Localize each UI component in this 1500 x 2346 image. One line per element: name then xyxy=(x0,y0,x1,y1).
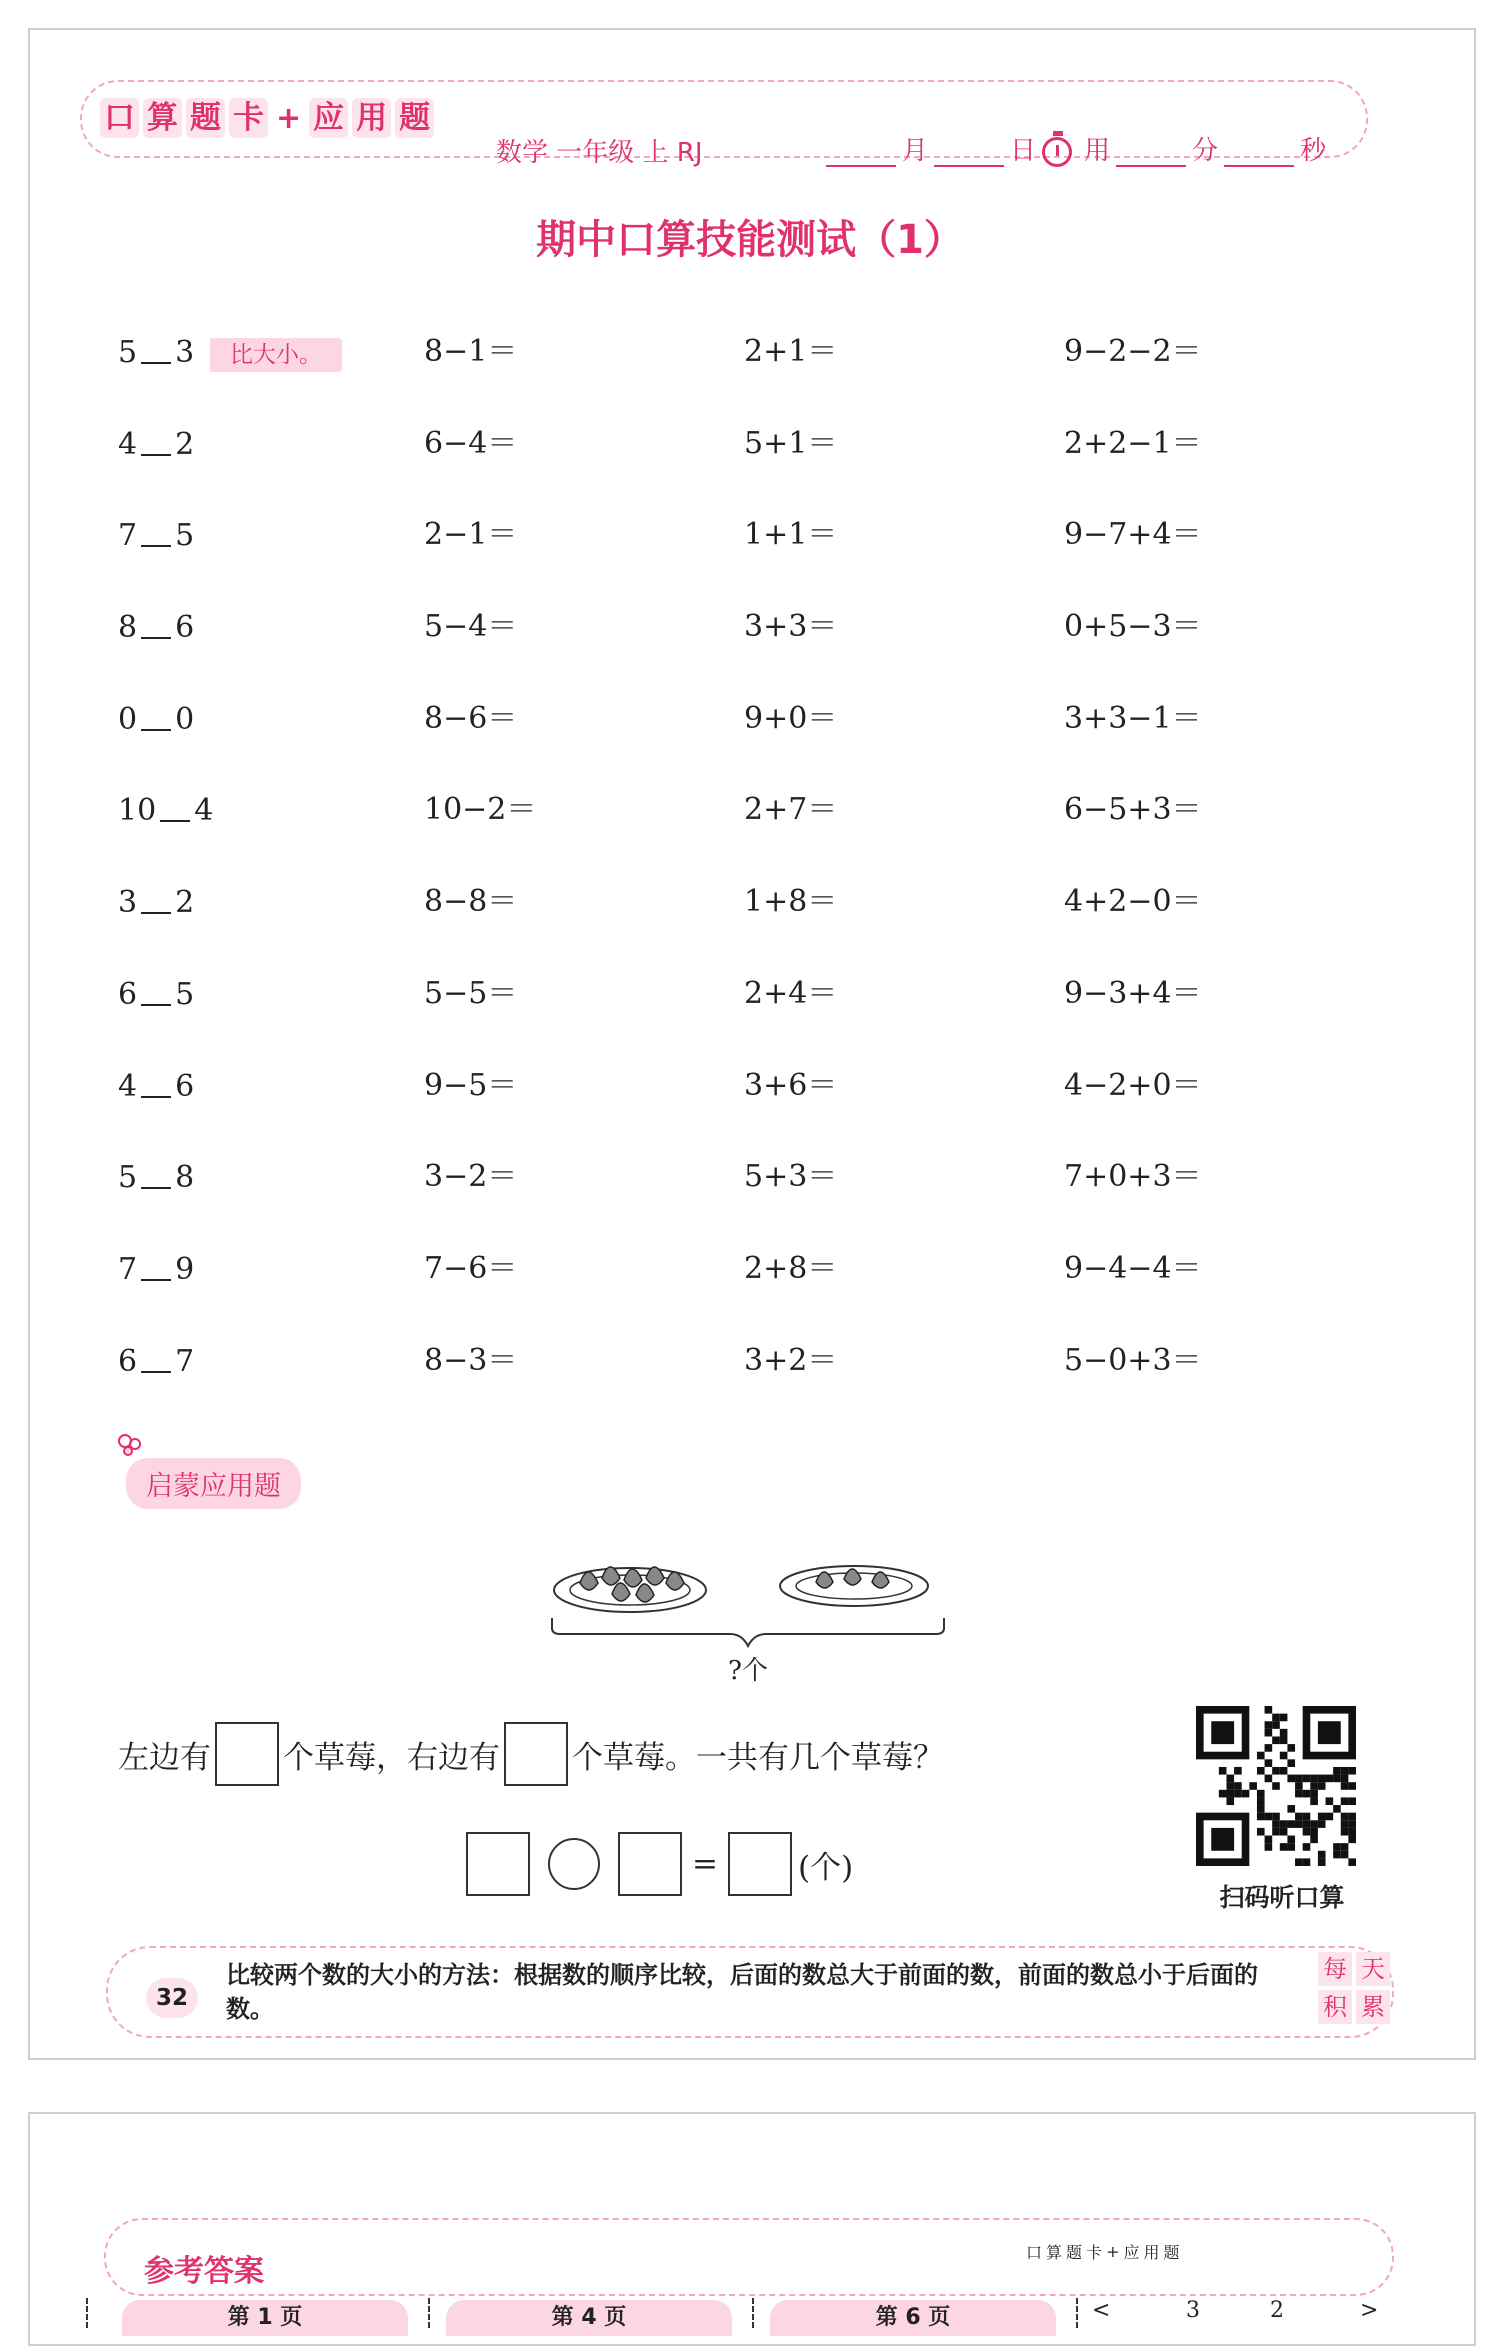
application-tag: 启蒙应用题 xyxy=(126,1458,301,1509)
operand-box-1[interactable] xyxy=(466,1832,530,1896)
brand-char: 题 xyxy=(186,98,225,138)
calc-problem: 5+3＝ xyxy=(744,1159,838,1195)
calc-problem: 9−2−2＝ xyxy=(1064,334,1202,369)
compare-blank[interactable] xyxy=(141,1157,171,1189)
calc-problem: 6−5+3＝ xyxy=(1064,792,1202,828)
brand-char: + xyxy=(276,100,302,136)
compare-item xyxy=(118,1341,194,1382)
daily-char: 积 xyxy=(1318,1990,1352,2024)
brand-char: 题 xyxy=(395,98,434,138)
brand-char: 用 xyxy=(352,98,391,138)
qr-caption: 扫码听口算 xyxy=(1219,1883,1345,1912)
exercise-grid xyxy=(118,332,1358,1432)
exercise-row xyxy=(118,699,1358,791)
compare-left: 7 xyxy=(118,1251,138,1287)
compare-item xyxy=(118,1157,194,1198)
calc-problem: 2+2−1＝ xyxy=(1064,425,1202,461)
brand-char: 应 xyxy=(309,98,348,138)
compare-right: 3 xyxy=(175,335,195,370)
compare-item xyxy=(118,1249,194,1290)
compare-item xyxy=(118,790,213,831)
compare-blank[interactable] xyxy=(141,607,171,639)
nav-text-3: 3 xyxy=(1186,2298,1200,2323)
compare-blank[interactable] xyxy=(141,974,171,1006)
calc-problem: 3+6＝ xyxy=(744,1067,838,1103)
compare-left: 5 xyxy=(118,335,138,370)
month-blank[interactable] xyxy=(826,139,896,167)
minute-blank[interactable] xyxy=(1116,139,1186,167)
compare-left: 7 xyxy=(118,518,138,554)
calc-problem: 9−3+4＝ xyxy=(1064,975,1202,1011)
day-label: 日 xyxy=(1010,136,1037,166)
exercise-row xyxy=(118,332,1358,424)
compare-blank[interactable] xyxy=(141,882,171,914)
calc-problem: 4+2−0＝ xyxy=(1064,884,1202,920)
calc-problem: 10−2＝ xyxy=(424,792,537,828)
page-tab-1: 第 1 页 xyxy=(122,2300,408,2336)
date-time-fields xyxy=(820,130,1326,167)
bracket-brace xyxy=(552,1618,944,1646)
divider xyxy=(428,2298,430,2328)
brand2-char: 题 xyxy=(1163,2243,1180,2262)
brand2-char: + xyxy=(1106,2242,1120,2261)
exercise-row xyxy=(118,882,1358,974)
calc-problem: 9−4−4＝ xyxy=(1064,1250,1202,1286)
compare-right: 9 xyxy=(175,1251,195,1287)
calc-problem: 2+1＝ xyxy=(744,334,838,369)
answers-header-band xyxy=(104,2218,1394,2296)
daily-char: 每 xyxy=(1318,1952,1352,1986)
unit-label: (个) xyxy=(797,1849,854,1886)
calc-problem: 9−7+4＝ xyxy=(1064,517,1202,553)
compare-blank[interactable] xyxy=(141,1249,171,1281)
question-part-2: 个草莓，右边有 xyxy=(283,1739,500,1776)
compare-right: 2 xyxy=(175,426,195,462)
exercise-row xyxy=(118,1341,1358,1433)
calc-problem: 5−5＝ xyxy=(424,975,518,1011)
calc-problem: 2+4＝ xyxy=(744,975,838,1011)
page-tab-6: 第 6 页 xyxy=(770,2300,1056,2336)
exercise-row xyxy=(118,515,1358,607)
calc-problem: 3−2＝ xyxy=(424,1159,518,1195)
divider xyxy=(752,2298,754,2328)
compare-item xyxy=(118,515,194,556)
brand2-char: 应 xyxy=(1123,2243,1140,2262)
compare-blank[interactable] xyxy=(141,332,171,364)
footer-tip: 比较两个数的大小的方法：根据数的顺序比较，后面的数总大于前面的数，前面的数总小于后面的数。 xyxy=(226,1960,1258,2023)
nav-prev: < xyxy=(1092,2298,1111,2323)
compare-left: 4 xyxy=(118,426,138,462)
result-box[interactable] xyxy=(728,1832,792,1896)
brand2-char: 用 xyxy=(1143,2243,1160,2262)
compare-blank[interactable] xyxy=(141,1066,171,1098)
divider xyxy=(86,2298,88,2328)
calc-problem: 7+0+3＝ xyxy=(1064,1159,1202,1195)
brand-char: 算 xyxy=(143,98,182,138)
strawberry-plates-illustration xyxy=(550,1528,950,1648)
page-tab-4: 第 4 页 xyxy=(446,2300,732,2336)
operator-circle[interactable] xyxy=(548,1838,600,1890)
calc-problem: 5−0+3＝ xyxy=(1064,1342,1202,1378)
compare-left: 6 xyxy=(118,1343,138,1379)
compare-left: 6 xyxy=(118,976,138,1012)
calc-problem: 5−4＝ xyxy=(424,609,518,645)
daily-accumulate-badge xyxy=(1318,1952,1390,2024)
compare-hint: 比大小。 xyxy=(210,338,342,372)
brand2-char: 口 xyxy=(1026,2243,1043,2262)
compare-blank[interactable] xyxy=(141,424,171,456)
calc-problem: 8−3＝ xyxy=(424,1342,518,1378)
compare-item xyxy=(118,699,194,740)
exercise-row xyxy=(118,790,1358,882)
page-number: 32 xyxy=(146,1978,198,2018)
compare-right: 2 xyxy=(175,885,195,921)
stopwatch-icon xyxy=(1042,137,1072,167)
left-plate xyxy=(554,1567,706,1612)
qr-code-icon[interactable] xyxy=(1196,1706,1356,1866)
compare-left: 5 xyxy=(118,1160,138,1196)
exercise-row xyxy=(118,424,1358,516)
used-label: 用 xyxy=(1084,136,1111,166)
right-plate xyxy=(780,1566,928,1606)
left-count-box[interactable] xyxy=(215,1722,279,1786)
calc-problem: 0+5−3＝ xyxy=(1064,609,1202,645)
word-problem xyxy=(118,1722,944,1786)
subject-label: 数学 一年级 上 RJ xyxy=(496,138,703,168)
calc-problem: 1+1＝ xyxy=(744,517,838,553)
flower-icon xyxy=(116,1432,144,1460)
daily-char: 累 xyxy=(1356,1990,1390,2024)
calc-problem: 8−8＝ xyxy=(424,884,518,920)
compare-right: 5 xyxy=(175,976,195,1012)
calc-problem: 6−4＝ xyxy=(424,425,518,461)
divider xyxy=(1076,2298,1078,2328)
brace-label: ?个 xyxy=(728,1656,768,1686)
calc-problem: 3+3−1＝ xyxy=(1064,700,1202,736)
page-title: 期中口算技能测试（1） xyxy=(536,217,964,263)
month-label: 月 xyxy=(902,136,929,166)
exercise-row xyxy=(118,1157,1358,1249)
nav-text-2: 2 xyxy=(1270,2298,1284,2323)
compare-item xyxy=(118,332,194,373)
calc-problem: 4−2+0＝ xyxy=(1064,1067,1202,1103)
question-part-3: 个草莓。一共有几个草莓？ xyxy=(572,1739,944,1776)
brand2-char: 卡 xyxy=(1086,2243,1103,2262)
compare-blank[interactable] xyxy=(141,699,171,731)
calc-problem: 2−1＝ xyxy=(424,517,518,553)
compare-left: 3 xyxy=(118,885,138,921)
daily-char: 天 xyxy=(1356,1952,1390,1986)
second-blank[interactable] xyxy=(1224,139,1294,167)
compare-right: 0 xyxy=(175,701,195,737)
calc-problem: 3+3＝ xyxy=(744,609,838,645)
calc-problem: 8−6＝ xyxy=(424,700,518,736)
nav-next: > xyxy=(1360,2298,1379,2323)
calc-problem: 5+1＝ xyxy=(744,425,838,461)
brand-logo-2 xyxy=(1026,2240,1180,2263)
compare-right: 6 xyxy=(175,1068,195,1104)
compare-item xyxy=(118,424,194,465)
compare-blank[interactable] xyxy=(141,1341,171,1373)
compare-right: 4 xyxy=(194,793,214,829)
calc-problem: 2+7＝ xyxy=(744,792,838,828)
compare-right: 6 xyxy=(175,610,195,646)
calc-problem: 3+2＝ xyxy=(744,1342,838,1378)
compare-item xyxy=(118,882,194,923)
calc-problem: 8−1＝ xyxy=(424,334,518,369)
brand-logo xyxy=(100,98,434,138)
equals-sign: = xyxy=(692,1846,718,1882)
compare-item xyxy=(118,607,194,648)
calc-problem: 9−5＝ xyxy=(424,1067,518,1103)
operand-box-2[interactable] xyxy=(618,1832,682,1896)
compare-blank[interactable] xyxy=(160,790,190,822)
right-count-box[interactable] xyxy=(504,1722,568,1786)
exercise-row xyxy=(118,1249,1358,1341)
calc-problem: 9+0＝ xyxy=(744,700,838,736)
calc-problem: 1+8＝ xyxy=(744,884,838,920)
compare-left: 0 xyxy=(118,701,138,737)
day-blank[interactable] xyxy=(934,139,1004,167)
compare-left: 4 xyxy=(118,1068,138,1104)
compare-right: 5 xyxy=(175,518,195,554)
calc-problem: 2+8＝ xyxy=(744,1250,838,1286)
brand2-char: 题 xyxy=(1066,2243,1083,2262)
compare-right: 7 xyxy=(175,1343,195,1379)
compare-left: 8 xyxy=(118,610,138,646)
compare-right: 8 xyxy=(175,1160,195,1196)
compare-left: 10 xyxy=(118,793,157,829)
second-label: 秒 xyxy=(1300,136,1327,166)
exercise-row xyxy=(118,1066,1358,1158)
calc-problem: 7−6＝ xyxy=(424,1250,518,1286)
question-part-1: 左边有 xyxy=(118,1739,211,1776)
brand-char: 口 xyxy=(100,98,139,138)
answers-title: 参考答案 xyxy=(144,2254,264,2289)
brand-char: 卡 xyxy=(229,98,268,138)
exercise-row xyxy=(118,974,1358,1066)
minute-label: 分 xyxy=(1192,136,1219,166)
exercise-row xyxy=(118,607,1358,699)
compare-blank[interactable] xyxy=(141,515,171,547)
compare-item xyxy=(118,974,194,1015)
compare-item xyxy=(118,1066,194,1107)
brand2-char: 算 xyxy=(1046,2243,1063,2262)
answer-equation xyxy=(460,1832,853,1896)
